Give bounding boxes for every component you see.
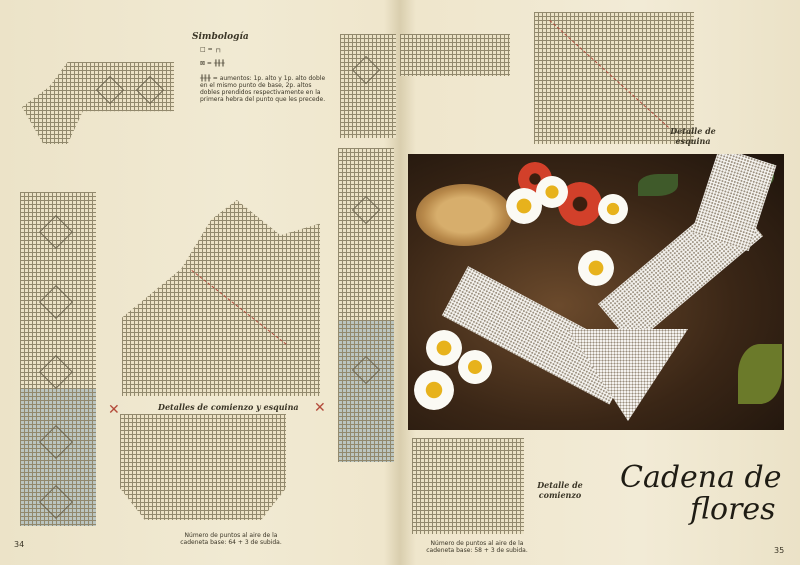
caption-start-corner: Detalles de comienzo y esquina [158, 402, 299, 412]
legend-item-3 [200, 75, 330, 103]
page-number: 35 [774, 546, 785, 555]
legend-item-2 [200, 60, 225, 67]
chart-strip-right [338, 148, 394, 320]
caption-corner: Detalle de esquina [670, 126, 716, 146]
lace-band-top-right [692, 154, 777, 251]
chart-strip-top [400, 34, 510, 76]
title-line-2: flores [690, 492, 776, 527]
page-number: 34 [14, 540, 25, 549]
product-photo [408, 154, 784, 430]
wood-slice [416, 184, 512, 246]
legend-title: Simbología [192, 32, 249, 42]
legend-symbol: ⊠ = ╫╫╫ [200, 60, 225, 67]
chart-start-detail [412, 438, 524, 534]
red-x-mark: ✕ [108, 402, 120, 418]
daisy [578, 250, 614, 286]
leaf [638, 174, 678, 196]
chart-strip-top-right [340, 34, 396, 138]
daisy [536, 176, 568, 208]
red-x-mark: ✕ [314, 400, 326, 416]
daisy [458, 350, 492, 384]
daisy [598, 194, 628, 224]
chart-bottom [120, 414, 286, 520]
leaf [738, 344, 782, 404]
stitch-note: Número de puntos al aire de la cadeneta base: 58 + 3 de subida. [426, 540, 528, 554]
chart-corner-top [22, 62, 174, 144]
caption-start: Detalle de comienzo [537, 480, 583, 500]
legend-symbol: ╫╫╫ [200, 75, 211, 82]
title-line-1: Cadena de [620, 460, 782, 495]
legend-symbol: □ = ┌┐ [200, 46, 222, 53]
legend-text: = aumentos: 1p. alto y 1p. alto doble en el mismo punto de base, 2p. altos dobles prendidos respectivamente en la primera hebra del punto que les precede. [200, 75, 326, 103]
right-page [400, 0, 800, 565]
stitch-note: Número de puntos al aire de la cadeneta base: 64 + 3 de subida. [180, 532, 282, 546]
chart-strip-right-blue [338, 320, 394, 462]
chart-start-corner [122, 200, 320, 396]
daisy [414, 370, 454, 410]
daisy [426, 330, 462, 366]
legend-item-1 [200, 46, 222, 53]
